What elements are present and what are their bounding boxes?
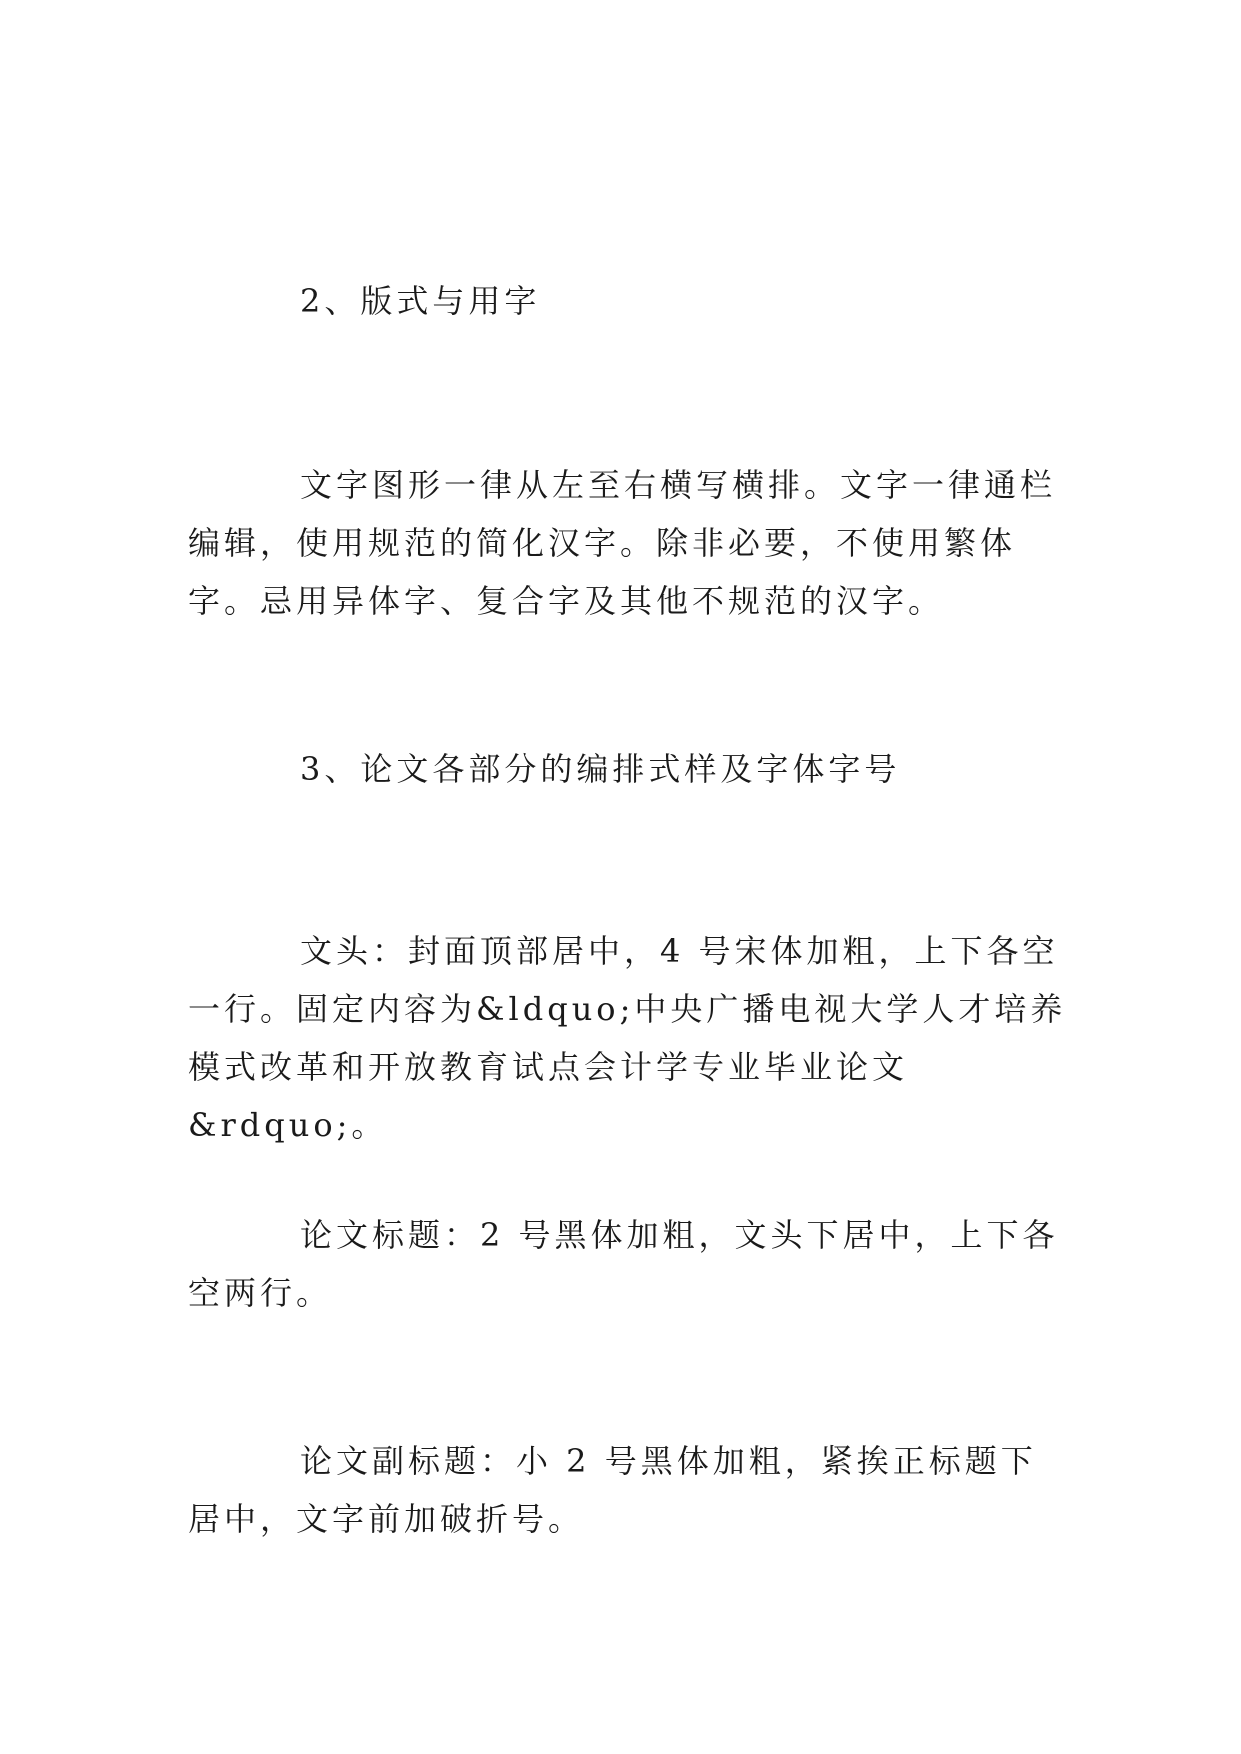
section-2-heading: 2、版式与用字	[300, 282, 541, 320]
section-3-heading: 3、论文各部分的编排式样及字体字号	[300, 750, 901, 788]
header-rule-paragraph: 文头：封面顶部居中，4 号宋体加粗，上下各空一行。固定内容为&ldquo;中央广播电视大学人才培养模式改革和开放教育试点会计学专业毕业论文&rdquo;。	[188, 932, 1067, 1144]
section-2-paragraph: 文字图形一律从左至右横写横排。文字一律通栏编辑，使用规范的简化汉字。除非必要，不使用繁体字。忌用异体字、复合字及其他不规范的汉字。	[188, 466, 1057, 620]
subtitle-rule-paragraph: 论文副标题：小 2 号黑体加粗，紧挨正标题下居中，文字前加破折号。	[188, 1442, 1037, 1538]
title-rule-paragraph: 论文标题：2 号黑体加粗，文头下居中，上下各空两行。	[188, 1216, 1059, 1312]
